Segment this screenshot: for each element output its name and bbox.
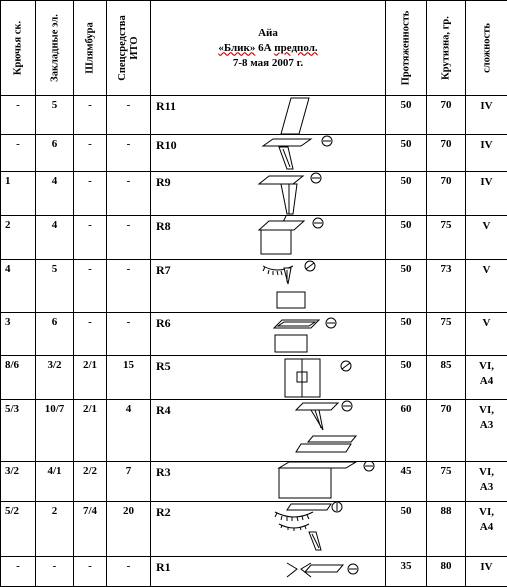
cell-nuts: 6 — [36, 313, 74, 356]
route-schematic — [151, 96, 386, 135]
section-label: R4 — [156, 403, 171, 417]
cell-difficulty: IV — [466, 135, 507, 172]
cell-special: - — [107, 260, 151, 313]
cell-hooks: 2 — [1, 216, 36, 260]
route-schematic — [151, 502, 386, 557]
cell-steepness: 88 — [427, 502, 466, 557]
cell-section — [151, 462, 386, 502]
cell-bolts: 7/4 — [74, 502, 107, 557]
title-route-quote: «Блик» — [218, 41, 256, 54]
section-label: R2 — [156, 505, 171, 519]
cell-steepness: 85 — [427, 356, 466, 400]
table-row — [1, 462, 507, 502]
cell-difficulty: VI, A3 — [466, 462, 507, 502]
cell-section — [151, 135, 386, 172]
cell-hooks: 1 — [1, 172, 36, 216]
cell-hooks: 5/2 — [1, 502, 36, 557]
table-row — [1, 356, 507, 400]
cell-hooks: - — [1, 557, 36, 587]
cell-length: 35 — [386, 557, 427, 587]
table-row — [1, 557, 507, 587]
cell-bolts: - — [74, 96, 107, 135]
cell-nuts: 4 — [36, 172, 74, 216]
cell-nuts: 4/1 — [36, 462, 74, 502]
cell-bolts: - — [74, 313, 107, 356]
cell-special: - — [107, 172, 151, 216]
cell-length: 45 — [386, 462, 427, 502]
section-label: R5 — [156, 359, 171, 373]
cell-difficulty: V — [466, 216, 507, 260]
header-nuts: Закладные эл. — [36, 1, 74, 96]
cell-section — [151, 313, 386, 356]
cell-length: 50 — [386, 96, 427, 135]
table-row — [1, 260, 507, 313]
cell-length: 50 — [386, 356, 427, 400]
cell-special: - — [107, 96, 151, 135]
table-row — [1, 172, 507, 216]
table-row — [1, 400, 507, 462]
section-label: R1 — [156, 560, 171, 574]
section-label: R8 — [156, 219, 171, 233]
cell-section — [151, 502, 386, 557]
cell-length: 50 — [386, 216, 427, 260]
cell-bolts: 2/2 — [74, 462, 107, 502]
cell-hooks: 3/2 — [1, 462, 36, 502]
cell-section — [151, 557, 386, 587]
cell-steepness: 70 — [427, 172, 466, 216]
cell-length: 50 — [386, 172, 427, 216]
cell-length: 60 — [386, 400, 427, 462]
table-row — [1, 135, 507, 172]
title-name: Айа — [258, 26, 278, 39]
cell-difficulty: VI, A3 — [466, 400, 507, 462]
cell-bolts: - — [74, 216, 107, 260]
header-steepness: Крутизна, гр. — [427, 1, 466, 96]
cell-special: - — [107, 313, 151, 356]
cell-difficulty: VI, A4 — [466, 356, 507, 400]
cell-nuts: - — [36, 557, 74, 587]
cell-special: - — [107, 135, 151, 172]
cell-steepness: 75 — [427, 313, 466, 356]
cell-bolts: - — [74, 557, 107, 587]
section-label: R10 — [156, 138, 177, 152]
cell-special: - — [107, 216, 151, 260]
route-schematic — [151, 400, 386, 462]
cell-hooks: - — [1, 96, 36, 135]
route-schematic — [151, 356, 386, 400]
table-row — [1, 313, 507, 356]
route-schematic — [151, 557, 386, 587]
table-row — [1, 216, 507, 260]
cell-bolts: - — [74, 172, 107, 216]
cell-bolts: 2/1 — [74, 356, 107, 400]
cell-steepness: 75 — [427, 462, 466, 502]
cell-steepness: 73 — [427, 260, 466, 313]
cell-nuts: 5 — [36, 260, 74, 313]
cell-nuts: 4 — [36, 216, 74, 260]
route-schematic — [151, 260, 386, 313]
route-schematic — [151, 462, 386, 502]
cell-length: 50 — [386, 313, 427, 356]
cell-special: 4 — [107, 400, 151, 462]
section-label: R7 — [156, 263, 171, 277]
cell-length: 50 — [386, 135, 427, 172]
section-label: R6 — [156, 316, 171, 330]
cell-length: 50 — [386, 502, 427, 557]
cell-hooks: 3 — [1, 313, 36, 356]
cell-difficulty: IV — [466, 557, 507, 587]
cell-steepness: 80 — [427, 557, 466, 587]
route-schematic — [151, 216, 386, 260]
cell-steepness: 70 — [427, 135, 466, 172]
cell-bolts: - — [74, 135, 107, 172]
cell-section — [151, 172, 386, 216]
cell-nuts: 6 — [36, 135, 74, 172]
title-route-note: предпол. — [274, 41, 318, 54]
cell-difficulty: V — [466, 313, 507, 356]
cell-bolts: - — [74, 260, 107, 313]
route-schematic — [151, 172, 386, 216]
route-schematic — [151, 313, 386, 356]
cell-difficulty: IV — [466, 172, 507, 216]
section-label: R9 — [156, 175, 171, 189]
cell-section — [151, 96, 386, 135]
route-schematic — [151, 135, 386, 172]
cell-nuts: 5 — [36, 96, 74, 135]
cell-nuts: 2 — [36, 502, 74, 557]
cell-bolts: 2/1 — [74, 400, 107, 462]
cell-length: 50 — [386, 260, 427, 313]
header-length: Протяженность — [386, 1, 427, 96]
table-row — [1, 96, 507, 135]
cell-section — [151, 400, 386, 462]
cell-hooks: - — [1, 135, 36, 172]
cell-nuts: 3/2 — [36, 356, 74, 400]
cell-hooks: 4 — [1, 260, 36, 313]
cell-special: 20 — [107, 502, 151, 557]
title-route-rest: 6А — [255, 41, 272, 54]
cell-hooks: 5/3 — [1, 400, 36, 462]
cell-section — [151, 260, 386, 313]
cell-hooks: 8/6 — [1, 356, 36, 400]
cell-difficulty: V — [466, 260, 507, 313]
cell-steepness: 75 — [427, 216, 466, 260]
section-label: R11 — [156, 99, 177, 113]
section-label: R3 — [156, 465, 171, 479]
header-difficulty: сложность — [466, 1, 507, 96]
header-row — [1, 1, 507, 96]
header-special: Спецсредства ИТО — [107, 1, 151, 96]
title-dates: 7-8 мая 2007 г. — [232, 56, 304, 69]
cell-nuts: 10/7 — [36, 400, 74, 462]
header-title — [151, 1, 386, 96]
cell-special: 15 — [107, 356, 151, 400]
header-hooks: Крючья ск. — [1, 1, 36, 96]
cell-special: - — [107, 557, 151, 587]
cell-steepness: 70 — [427, 96, 466, 135]
header-bolts: Шлямбура — [74, 1, 107, 96]
cell-special: 7 — [107, 462, 151, 502]
cell-difficulty: IV — [466, 96, 507, 135]
cell-steepness: 70 — [427, 400, 466, 462]
cell-difficulty: VI, A4 — [466, 502, 507, 557]
cell-section — [151, 356, 386, 400]
table-row — [1, 502, 507, 557]
cell-section — [151, 216, 386, 260]
